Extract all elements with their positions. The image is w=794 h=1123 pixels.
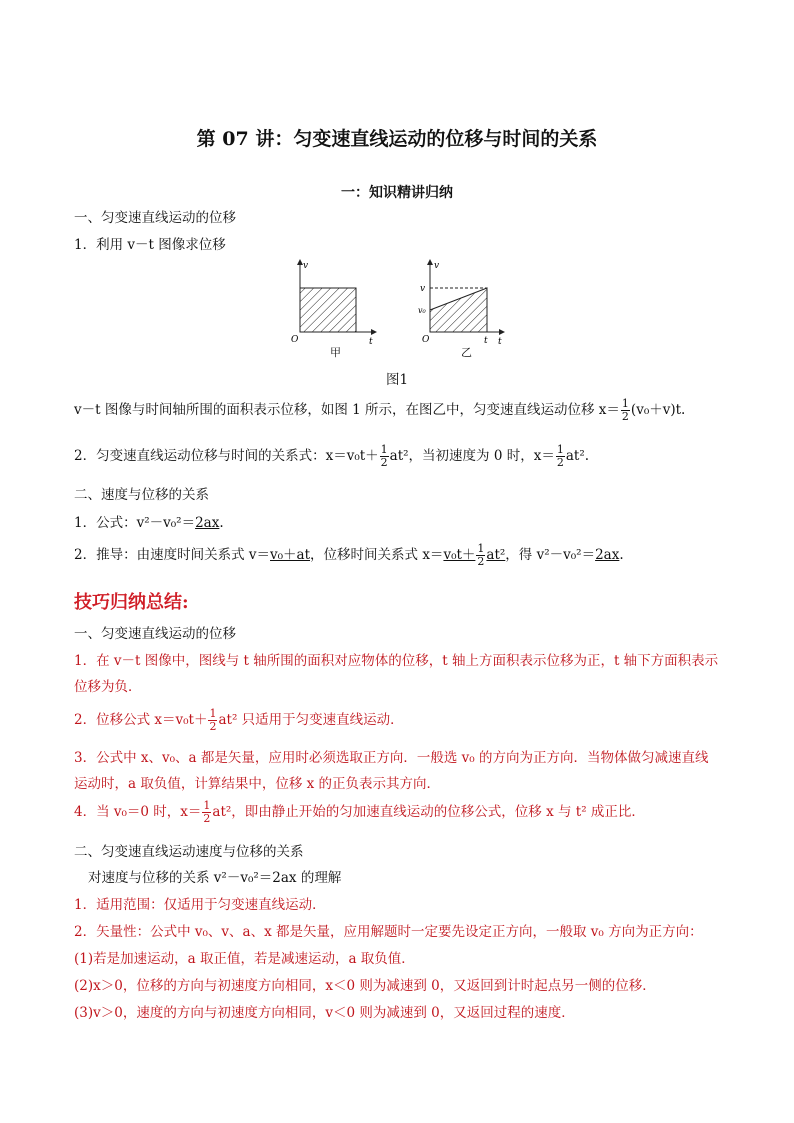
fig-a-axis-t: t: [369, 337, 373, 347]
summary-s1-item1-line1: 1．在 v－t 图像中，图线与 t 轴所围的面积对应物体的位移，t 轴上方面积表示位移为正，t 轴下方面积表示: [74, 653, 719, 669]
underlined-formula: 2ax: [595, 547, 620, 563]
part1-heading: 一、匀变速直线运动的位移: [74, 210, 236, 226]
part1-item1: 1．利用 v－t 图像求位移: [74, 237, 226, 253]
figure-a-vt-graph: [284, 258, 384, 358]
summary-s1-item3-line2: 运动时，a 取负值，计算结果中，位移 x 的正负表示其方向．: [74, 776, 441, 792]
summary-s1-item3-line1: 3．公式中 x、v₀、a 都是矢量，应用时必须选取正方向．一般选 v₀ 的方向为正方向．当物体做匀减速直线: [74, 750, 709, 766]
figure-a-label: 甲: [330, 346, 341, 359]
summary-s1-heading: 一、匀变速直线运动的位移: [74, 626, 236, 642]
explain-text-a: v－t 图像与时间轴所围的面积表示位移，如图 1 所示，在图乙中，匀变速直线运动位移 x＝: [74, 402, 620, 418]
underlined-formula: at²: [486, 547, 506, 563]
figure-b-vt-graph: [416, 258, 516, 358]
fraction-half: $\frac{1}{2}$: [477, 542, 485, 568]
summary-s1-item2: 2．位移公式 x＝v₀t＋ $\frac{1}{2}$ at² 只适用于匀变速直线运动．: [74, 707, 404, 733]
explain-text-b: (v₀＋v)t.: [630, 402, 686, 418]
summary-s2-sub1: (1)若是加速运动，a 取正值，若是减速运动，a 取负值．: [74, 951, 415, 967]
part2-heading: 二、速度与位移的关系: [74, 487, 209, 503]
fraction-half: $\frac{1}{2}$: [556, 443, 564, 469]
fraction-half: $\frac{1}{2}$: [203, 799, 211, 825]
part2-item2: 2．推导：由速度时间关系式 v＝v₀＋at，位移时间关系式 x＝v₀t＋ $\frac{1}{2}$ at²，得 v²－v₀²＝2ax.: [74, 542, 624, 568]
page-title: 第 07 讲：匀变速直线运动的位移与时间的关系: [196, 128, 598, 150]
underlined-formula: 2ax: [195, 515, 220, 531]
part1-explain: [74, 398, 685, 423]
fig-b-origin: O: [422, 335, 430, 345]
fig-a-axis-v: v: [303, 261, 309, 271]
fig-a-origin: O: [291, 335, 299, 345]
item2-text-b: at²，当初速度为 0 时，x＝: [389, 448, 555, 464]
summary-s2-sub2: (2)x＞0，位移的方向与初速度方向相同，x＜0 则为减速到 0，又返回到计时起点另一侧的位移．: [74, 978, 656, 994]
summary-s2-item1: 1．适用范围：仅适用于匀变速直线运动．: [74, 897, 326, 913]
summary-s2-intro: 对速度与位移的关系 v²－v₀²＝2ax 的理解: [88, 870, 342, 886]
fraction-half: $\frac{1}{2}$: [209, 707, 217, 733]
underlined-formula: v₀＋at: [270, 547, 311, 563]
fraction-half: $\frac{1}{2}$: [380, 443, 388, 469]
summary-heading: 技巧归纳总结:: [74, 592, 189, 613]
section-subtitle: 一：知识精讲归纳: [341, 185, 453, 201]
figure-b-label: 乙: [461, 346, 472, 359]
fig-b-v0-label: v₀: [418, 306, 426, 315]
fig-b-axis-v: v: [434, 261, 440, 271]
summary-s2-sub3: (3)v＞0，速度的方向与初速度方向相同，v＜0 则为减速到 0，又返回过程的速度．: [74, 1005, 575, 1021]
summary-s2-heading: 二、匀变速直线运动速度与位移的关系: [74, 844, 304, 860]
fig-b-t-label: t: [484, 336, 488, 346]
fig-b-v-label: v: [420, 284, 426, 294]
summary-s2-item2: 2．矢量性：公式中 v₀、v、a、x 都是矢量，应用解题时一定要先设定正方向，一般取 v₀ 方向为正方向：: [74, 924, 703, 940]
fraction-half: $\frac{1}{2}$: [621, 397, 629, 423]
summary-s1-item4: 4．当 v₀＝0 时，x＝ $\frac{1}{2}$ at²，即由静止开始的匀加速直线运动的位移公式，位移 x 与 t² 成正比．: [74, 799, 645, 825]
part2-item1: 1．公式：v²－v₀²＝2ax.: [74, 515, 224, 531]
item2-text-c: at².: [565, 448, 590, 464]
figure-caption: 图1: [385, 372, 409, 388]
fig-b-axis-t: t: [498, 337, 502, 347]
underlined-formula: v₀t＋: [443, 547, 476, 563]
item2-text-a: 2．匀变速直线运动位移与时间的关系式：x＝v₀t＋: [74, 448, 379, 464]
summary-s1-item1-line2: 位移为负．: [74, 679, 142, 695]
part1-item2: [74, 444, 589, 469]
